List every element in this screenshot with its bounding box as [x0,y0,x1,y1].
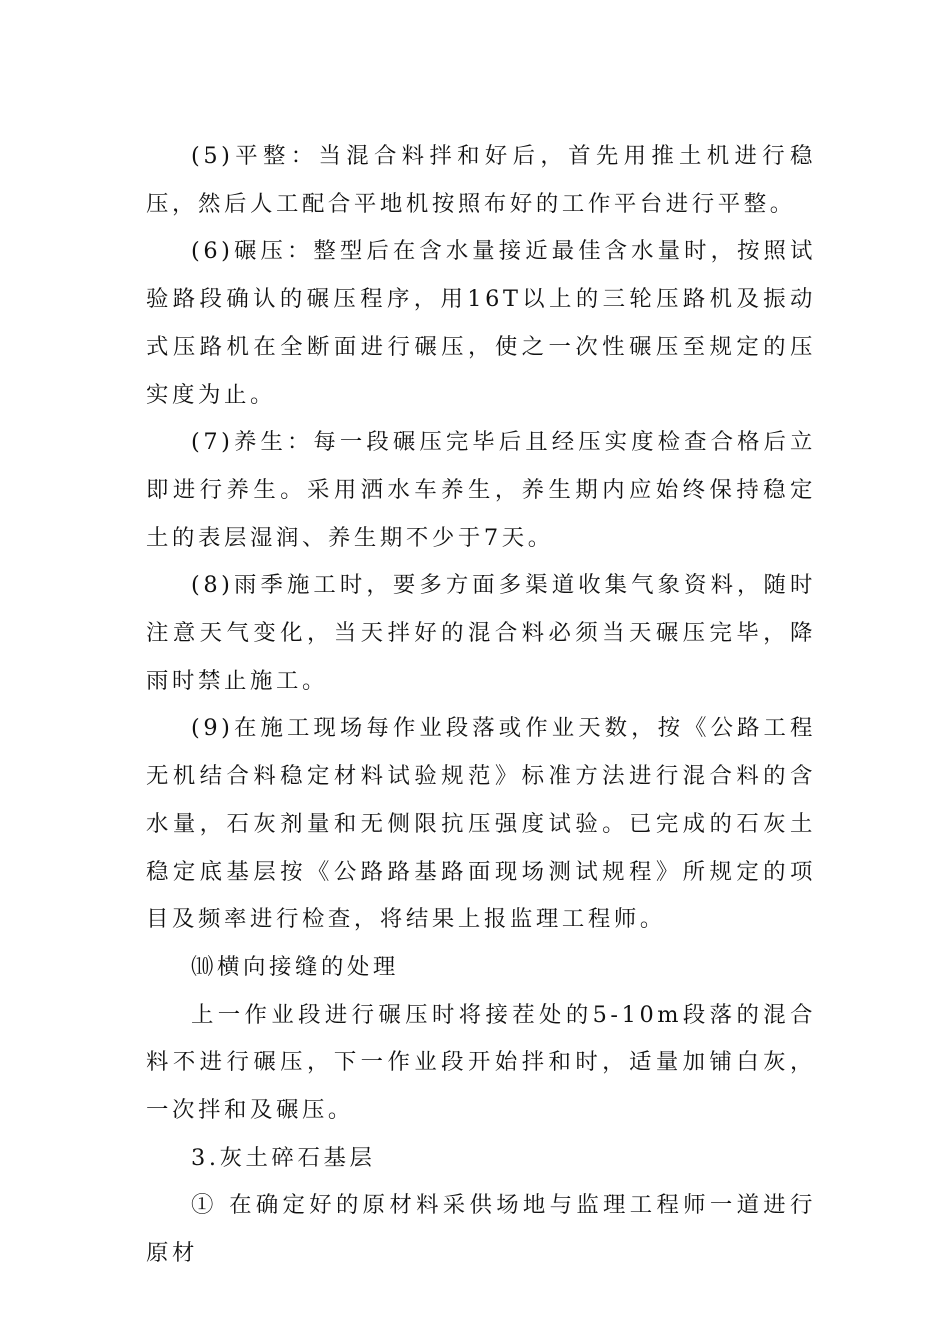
paragraph-joint-treatment: 上一作业段进行碾压时将接茬处的5-10m段落的混合料不进行碾压，下一作业段开始拌和时，适量加铺白灰，一次拌和及碾压。 [146,1001,816,1124]
paragraph-rolling: (6)碾压：整型后在含水量接近最佳含水量时，按照试验路段确认的碾压程序，用16T以上的三轮压路机及振动式压路机在全断面进行碾压，使之一次性碾压至规定的压实度为止。 [146,238,816,408]
heading-transverse-joint: ⑽横向接缝的处理 [191,953,399,980]
paragraph-leveling: (5)平整：当混合料拌和好后，首先用推土机进行稳压，然后人工配合平地机按照布好的工作平台进行平整。 [146,143,816,217]
paragraph-rainy-season: (8)雨季施工时，要多方面多渠道收集气象资料，随时注意天气变化，当天拌好的混合料必须当天碾压完毕，降雨时禁止施工。 [146,572,816,694]
document-body [146,133,816,1278]
heading-lime-soil-gravel-base: 3.灰土碎石基层 [191,1144,376,1171]
paragraph-raw-material: ① 在确定好的原材料采供场地与监理工程师一道进行原材 [146,1192,816,1267]
paragraph-curing: (7)养生：每一段碾压完毕后且经压实度检查合格后立即进行养生。采用洒水车养生，养生期内应始终保持稳定土的表层湿润、养生期不少于7天。 [146,429,816,551]
paragraph-testing: (9)在施工现场每作业段落或作业天数，按《公路工程无机结合料稳定材料试验规范》标准方法进行混合料的含水量，石灰剂量和无侧限抗压强度试验。已完成的石灰土稳定底基层按《公路路基路面现场测试规程》所规定的项目及频率进行检查，将结果上报监理工程师。 [146,715,816,933]
